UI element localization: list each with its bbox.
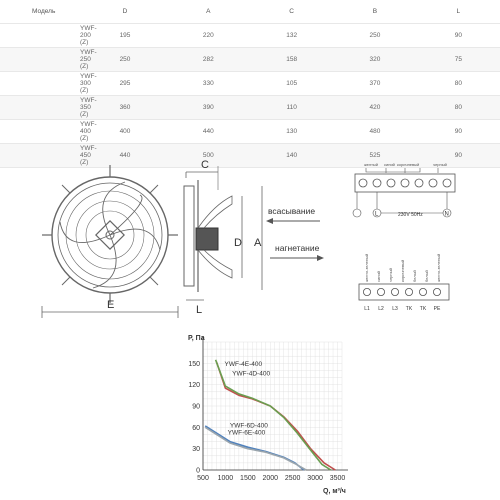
wiring-diagram-three-phase xyxy=(350,240,470,320)
table-row xyxy=(0,96,500,120)
cell: 195 xyxy=(83,24,166,48)
label-d: D xyxy=(234,237,242,249)
x-axis-label: Q, м³/ч xyxy=(323,488,346,495)
cell-model: YWF-350 (Z) xyxy=(0,96,83,120)
wire-color-label: белый xyxy=(424,270,429,282)
cell: 500 xyxy=(167,144,250,168)
terminal-label: L1 xyxy=(364,306,370,312)
cell: 390 xyxy=(167,96,250,120)
ground-icon xyxy=(353,209,361,217)
cell: 250 xyxy=(83,48,166,72)
cell: 80 xyxy=(417,96,500,120)
dimensions-table xyxy=(0,0,500,168)
legend-entry: YWF-6D-400 xyxy=(229,422,268,430)
wire-color-label: синий xyxy=(376,271,381,282)
voltage-label: 230V 50Hz xyxy=(398,212,423,218)
wire-color-label: желто-зеленый xyxy=(436,253,441,282)
label-a: A xyxy=(254,237,262,249)
cell: 330 xyxy=(167,72,250,96)
y-tick-label: 120 xyxy=(188,382,200,390)
legend-entry: YWF-6E-400 xyxy=(227,429,266,437)
cell: 105 xyxy=(250,72,333,96)
cell-model: YWF-250 (Z) xyxy=(0,48,83,72)
terminal-label: TK xyxy=(419,306,427,312)
cell: 220 xyxy=(167,24,250,48)
terminal-label-n: N xyxy=(444,211,449,218)
cell: 75 xyxy=(417,48,500,72)
wiring-diagram-single-phase xyxy=(345,150,465,225)
cell: 525 xyxy=(333,144,416,168)
header-l: L xyxy=(417,0,500,24)
wire-color-label: синий xyxy=(384,162,395,167)
wire-leads xyxy=(366,168,438,173)
y-tick-label: 150 xyxy=(188,360,200,368)
header-a: A xyxy=(167,0,250,24)
cell: 80 xyxy=(417,72,500,96)
table-row xyxy=(0,120,500,144)
fan-front-view xyxy=(42,165,178,303)
cell: 420 xyxy=(333,96,416,120)
y-tick-label: 60 xyxy=(192,424,200,432)
cell-model: YWF-450 (Z) xyxy=(0,144,83,168)
cell: 320 xyxy=(333,48,416,72)
cell: 282 xyxy=(167,48,250,72)
cell: 90 xyxy=(417,120,500,144)
wire-color-label: желто-зеленый xyxy=(364,253,369,282)
table-row xyxy=(0,48,500,72)
terminal-block-1ph xyxy=(355,174,455,192)
cell: 110 xyxy=(250,96,333,120)
cell: 370 xyxy=(333,72,416,96)
x-tick-label: 2500 xyxy=(284,475,301,482)
legend-entry: YWF-4E-400 xyxy=(224,361,263,369)
cell: 132 xyxy=(250,24,333,48)
suction-label: всасывание xyxy=(268,206,316,216)
cell: 480 xyxy=(333,120,416,144)
terminal-label: L3 xyxy=(392,306,398,312)
table-row xyxy=(0,72,500,96)
cell: 440 xyxy=(83,144,166,168)
cell-model: YWF-300 (Z) xyxy=(0,72,83,96)
discharge-label: нагнетание xyxy=(275,243,320,253)
label-l: L xyxy=(196,304,203,316)
x-tick-label: 500 xyxy=(197,475,209,482)
cell: 158 xyxy=(250,48,333,72)
table-header-row xyxy=(0,0,500,24)
cell: 400 xyxy=(83,120,166,144)
wire-color-label: черный xyxy=(388,268,393,282)
cell: 440 xyxy=(167,120,250,144)
y-tick-label: 30 xyxy=(192,446,200,454)
x-tick-label: 2000 xyxy=(262,475,279,482)
cell: 140 xyxy=(250,144,333,168)
wire-color-label: черный xyxy=(433,162,447,167)
cell-model: YWF-400 (Z) xyxy=(0,120,83,144)
wire-color-label: желтый xyxy=(364,162,379,167)
x-tick-label: 3500 xyxy=(329,475,346,482)
table-row xyxy=(0,24,500,48)
fan-drawing xyxy=(0,150,340,325)
terminal-label: PE xyxy=(433,306,441,312)
terminal-label-l: L xyxy=(375,211,379,218)
terminal-label: L2 xyxy=(378,306,384,312)
y-tick-label: 90 xyxy=(192,403,200,411)
label-c: C xyxy=(201,159,209,171)
cell: 90 xyxy=(417,144,500,168)
wire-color-label: коричневый xyxy=(400,259,405,282)
performance-chart xyxy=(185,328,365,498)
header-b: B xyxy=(333,0,416,24)
x-tick-label: 3000 xyxy=(307,475,323,482)
cell: 360 xyxy=(83,96,166,120)
cell: 250 xyxy=(333,24,416,48)
header-c: C xyxy=(250,0,333,24)
header-model: Модель xyxy=(0,0,83,24)
cell-model: YWF-200 (Z) xyxy=(0,24,83,48)
wire-color-label: коричневый xyxy=(397,162,420,167)
label-e: E xyxy=(107,299,115,311)
terminal-label: TK xyxy=(405,306,413,312)
header-d: D xyxy=(83,0,166,24)
cell: 295 xyxy=(83,72,166,96)
terminal-block-3ph xyxy=(359,284,449,300)
x-tick-label: 1500 xyxy=(240,475,256,482)
cell: 130 xyxy=(250,120,333,144)
y-axis-label: P, Па xyxy=(188,335,205,342)
legend-entry: YWF-4D-400 xyxy=(232,370,271,378)
x-tick-label: 1000 xyxy=(217,475,234,482)
fan-side-view xyxy=(184,172,232,292)
wire-color-label: белый xyxy=(412,270,417,282)
cell: 90 xyxy=(417,24,500,48)
y-tick-label: 0 xyxy=(196,467,200,475)
